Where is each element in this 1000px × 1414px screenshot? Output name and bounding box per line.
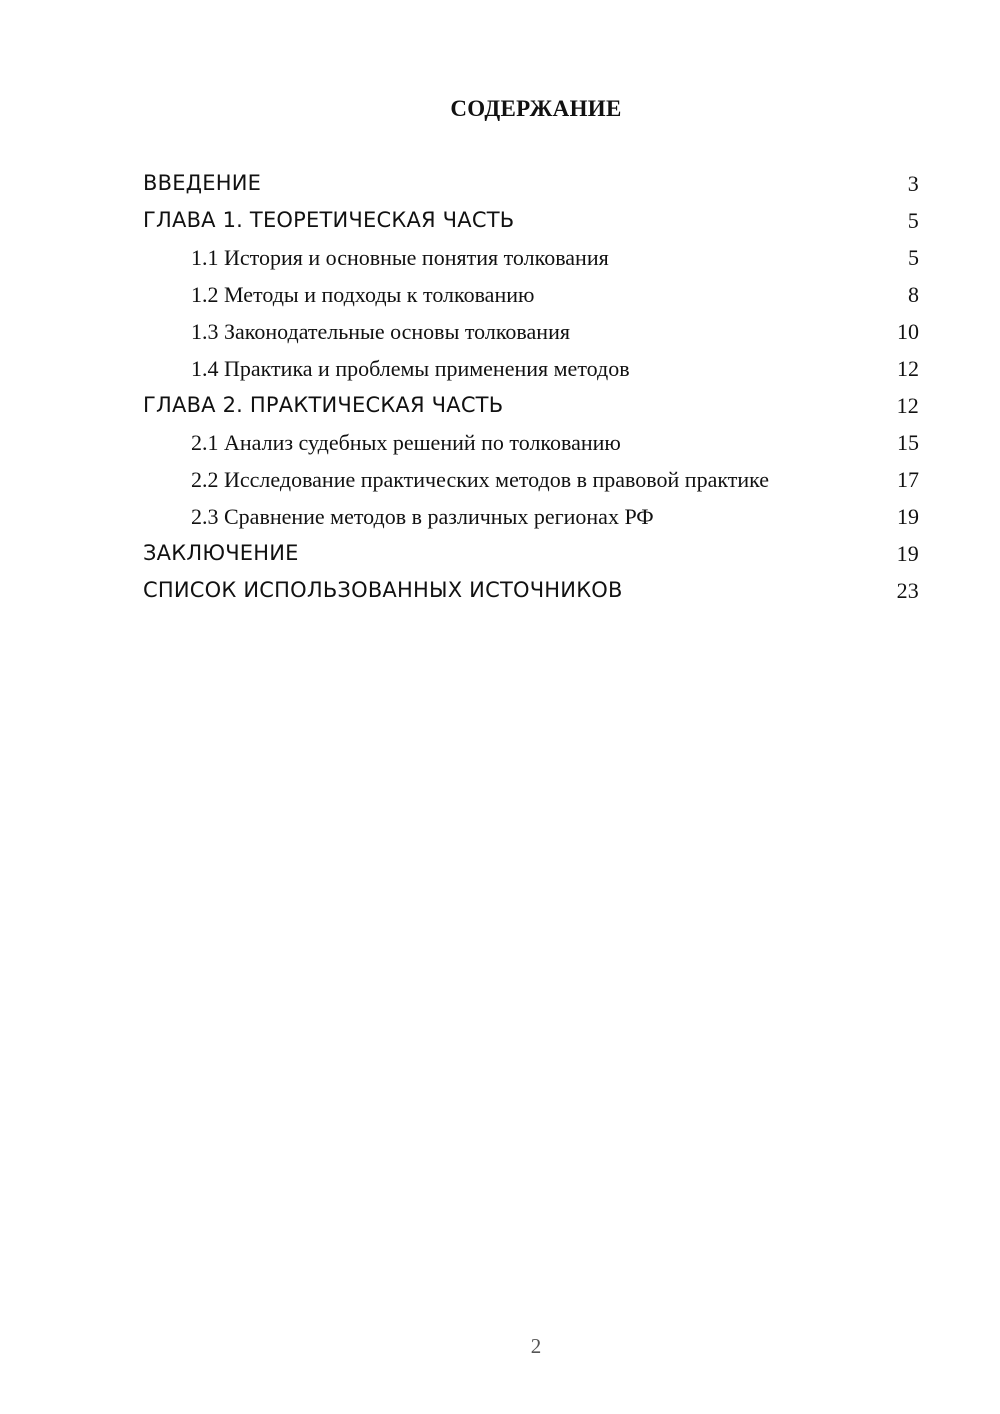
toc-entry-label: СПИСОК ИСПОЛЬЗОВАННЫХ ИСТОЧНИКОВ [143,578,623,602]
toc-entry-page: 12 [896,393,919,418]
toc-entry-page: 5 [907,208,919,233]
toc-entry-label: 2.3 Сравнение методов в различных регионах РФ [191,504,654,529]
toc-entry-1-4 [143,355,919,382]
toc-entry-page: 17 [897,467,919,492]
toc-entry-label: 2.2 Исследование практических методов в правовой практике [191,467,770,492]
table-of-contents [143,170,919,614]
toc-entry-1-2 [143,281,919,308]
toc-entry-label: 2.1 Анализ судебных решений по толкованию [191,430,621,455]
page-title: СОДЕРЖАНИЕ [450,96,622,121]
toc-entry-1-1 [143,244,919,271]
toc-entry-page: 12 [897,356,919,381]
toc-entry-introduction [143,170,919,197]
toc-entry-page: 19 [896,541,919,566]
toc-entry-references [143,577,919,604]
toc-entry-label: 1.2 Методы и подходы к толкованию [191,282,535,307]
page-number: 2 [530,1334,542,1358]
toc-entry-1-3 [143,318,919,345]
toc-entry-chapter-2 [143,392,919,419]
toc-entry-label: 1.4 Практика и проблемы применения методов [191,356,630,381]
toc-entry-page: 5 [908,245,919,270]
toc-entry-page: 19 [897,504,919,529]
toc-entry-label: ГЛАВА 1. ТЕОРЕТИЧЕСКАЯ ЧАСТЬ [143,208,515,232]
toc-entry-chapter-1 [143,207,919,234]
toc-entry-page: 10 [897,319,919,344]
toc-entry-label: ГЛАВА 2. ПРАКТИЧЕСКАЯ ЧАСТЬ [143,393,504,417]
toc-entry-page: 15 [897,430,919,455]
toc-entry-page: 23 [896,578,919,603]
toc-entry-label: 1.3 Законодательные основы толкования [191,319,570,344]
toc-entry-2-2 [143,466,919,493]
toc-entry-label: ЗАКЛЮЧЕНИЕ [143,541,299,565]
toc-entry-label: ВВЕДЕНИЕ [143,171,262,195]
toc-entry-conclusion [143,540,919,567]
toc-entry-2-3 [143,503,919,530]
toc-entry-label: 1.1 История и основные понятия толкования [191,245,609,270]
toc-entry-2-1 [143,429,919,456]
toc-entry-page: 3 [907,171,919,196]
toc-entry-page: 8 [908,282,919,307]
